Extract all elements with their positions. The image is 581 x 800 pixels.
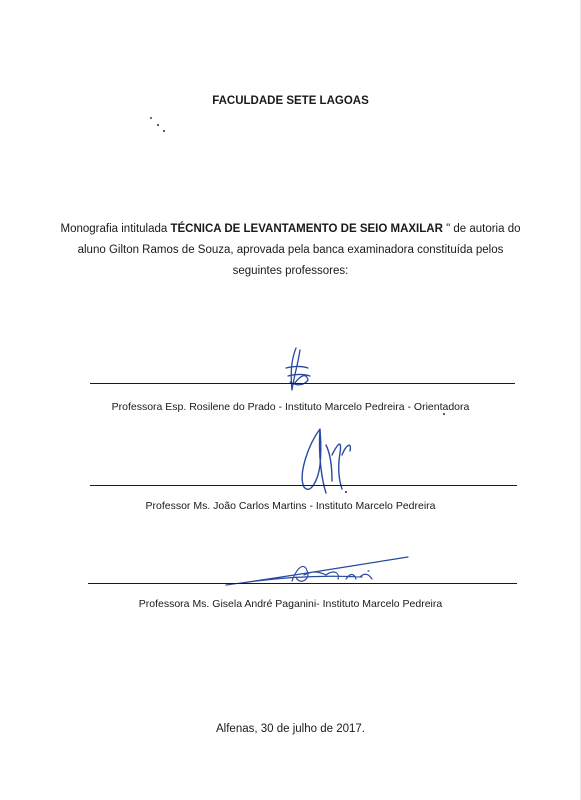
- signatory-caption-3: Professora Ms. Gisela André Paganini- Instituto Marcelo Pedreira: [138, 598, 443, 610]
- intro-prefix: Monografia intitulada: [60, 223, 171, 235]
- signature-line-3: [88, 583, 517, 584]
- signature-1: [278, 346, 318, 394]
- approval-statement: [60, 219, 521, 282]
- monograph-title: TÉCNICA DE LEVANTAMENTO DE SEIO MAXILAR: [170, 223, 443, 235]
- signatory-caption-2: Professor Ms. João Carlos Martins - Instituto Marcelo Pedreira: [145, 500, 436, 512]
- signatory-caption-1: Professora Esp. Rosilene do Prado - Instituto Marcelo Pedreira - Orientadora: [111, 401, 470, 413]
- institution-name: FACULDADE SETE LAGOAS: [212, 95, 369, 107]
- scan-speck: [150, 117, 152, 119]
- signature-3: [222, 555, 412, 590]
- signature-2: [290, 425, 360, 500]
- scan-speck: [163, 130, 165, 132]
- signature-line-1: [90, 383, 515, 384]
- intro-suffix: " de autoria do aluno Gilton Ramos de Souza, aprovada pela banca examinadora constituída pelos seguintes professores:: [77, 223, 521, 277]
- scan-speck: [443, 413, 445, 415]
- scan-speck: [157, 124, 159, 126]
- signature-line-2: [90, 485, 517, 486]
- document-date: Alfenas, 30 de julho de 2017.: [216, 723, 365, 735]
